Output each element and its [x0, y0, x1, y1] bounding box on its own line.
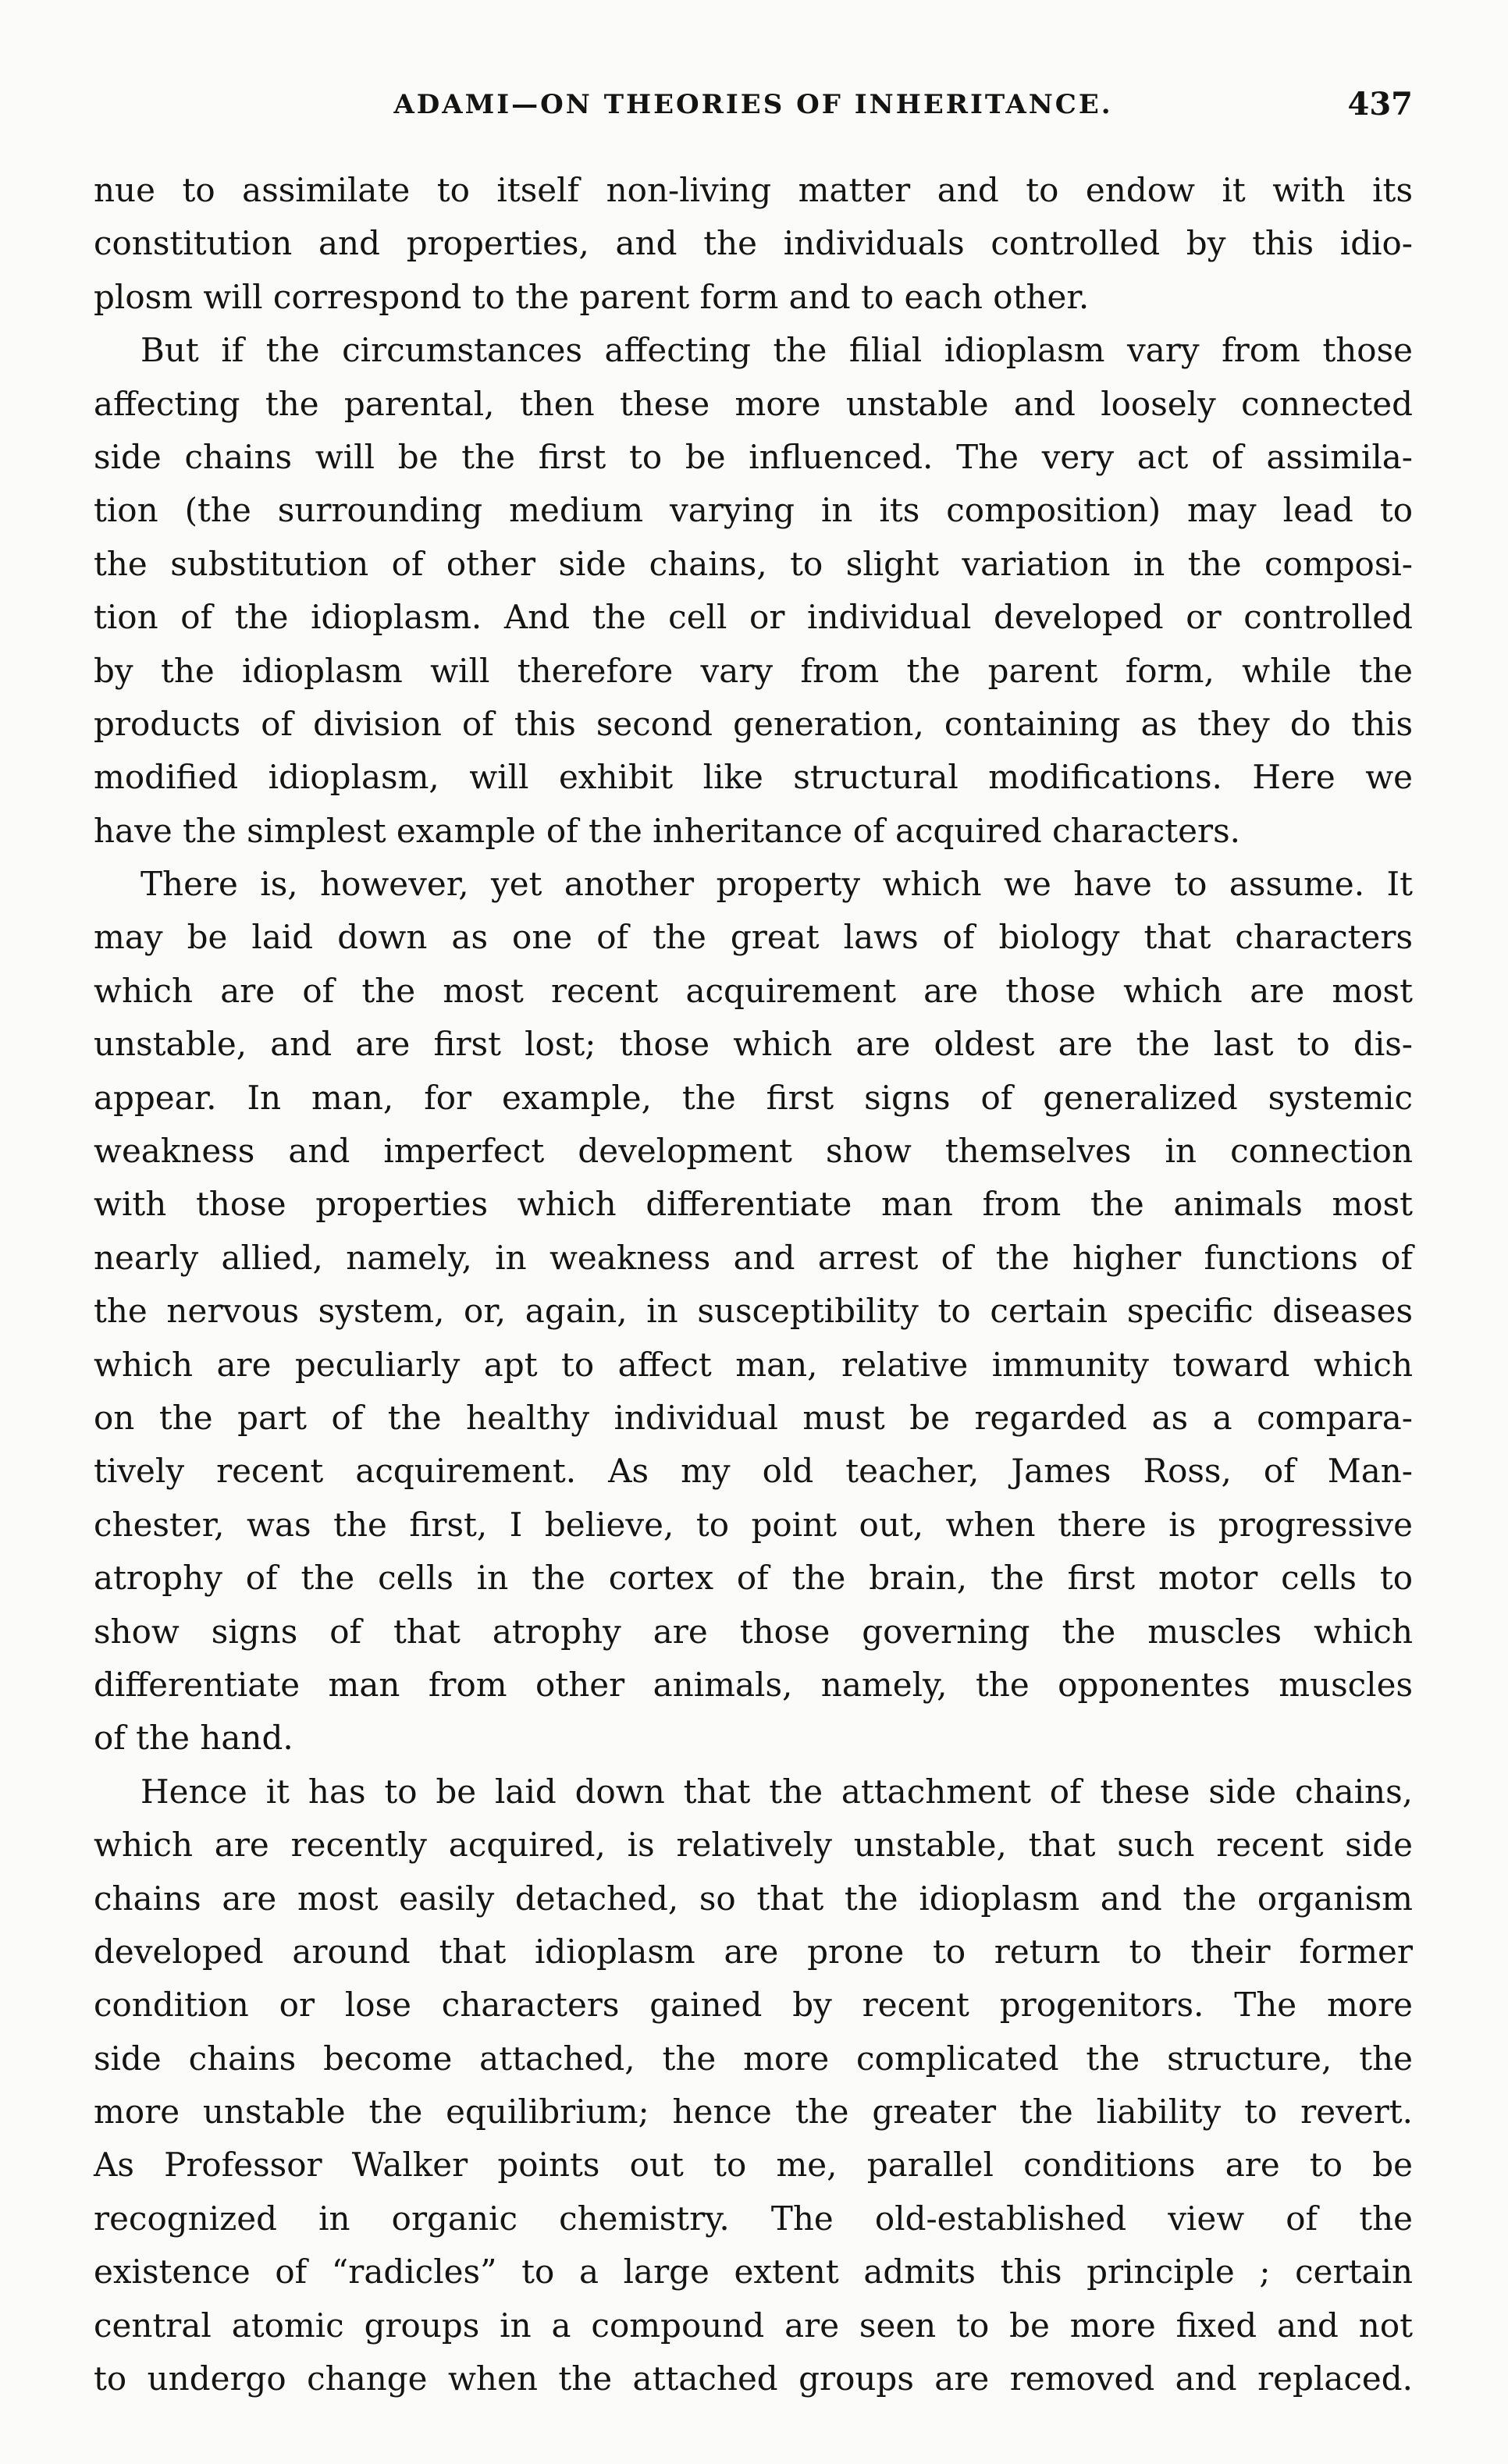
text-line: recognized in organic chemistry. The old-established view of the — [94, 2199, 1413, 2238]
text-line: atrophy of the cells in the cortex of the brain, the first motor cells to — [94, 1559, 1413, 1598]
text-line: unstable, and are first lost; those which are oldest are the last to dis- — [94, 1025, 1413, 1064]
text-line: the substitution of other side chains, to slight variation in the composi- — [94, 544, 1413, 583]
text-line: There is, however, yet another property which we have to assume. It — [140, 865, 1413, 904]
text-line: by the idioplasm will therefore vary from the parent form, while the — [94, 651, 1413, 690]
paragraph — [94, 164, 1413, 324]
text-line: which are peculiarly apt to affect man, relative immunity toward which — [94, 1345, 1413, 1384]
text-line: condition or lose characters gained by recent progenitors. The more — [94, 1986, 1413, 2025]
text-line: to undergo change when the attached groups are removed and replaced. — [94, 2359, 1413, 2398]
text-line: which are recently acquired, is relatively unstable, that such recent side — [94, 1826, 1413, 1865]
paragraph — [94, 1765, 1413, 2406]
page-number: 437 — [1347, 86, 1413, 123]
text-line: side chains become attached, the more complicated the structure, the — [94, 2039, 1413, 2078]
text-line: more unstable the equilibrium; hence the greater the liability to revert. — [94, 2092, 1413, 2132]
text-line: nearly allied, namely, in weakness and arrest of the higher functions of — [94, 1238, 1413, 1277]
paragraph — [94, 324, 1413, 858]
text-line: products of division of this second generation, containing as they do this — [94, 704, 1413, 743]
text-line: which are of the most recent acquirement are those which are most — [94, 971, 1413, 1010]
text-line: chester, was the first, I believe, to point out, when there is progressive — [94, 1505, 1413, 1544]
text-line: Hence it has to be laid down that the attachment of these side chains, — [140, 1772, 1413, 1811]
paragraph — [94, 858, 1413, 1765]
text-line: tion (the surrounding medium varying in its composition) may lead to — [94, 491, 1413, 530]
text-line: differentiate man from other animals, namely, the opponentes muscles — [94, 1665, 1413, 1704]
text-line: on the part of the healthy individual must be regarded as a compara- — [94, 1398, 1413, 1437]
text-line: side chains will be the first to be influenced. The very act of assimila- — [94, 437, 1413, 476]
text-line: existence of “radicles” to a large extent admits this principle ; certain — [94, 2252, 1413, 2292]
text-line: have the simplest example of the inheritance of acquired characters. — [94, 811, 1241, 850]
text-line: with those properties which differentiate man from the animals most — [94, 1185, 1413, 1224]
text-line: plosm will correspond to the parent form and to each other. — [94, 277, 1090, 316]
running-head-title: ADAMI—ON THEORIES OF INHERITANCE. — [393, 89, 1113, 120]
text-line: constitution and properties, and the individuals controlled by this idio- — [94, 224, 1413, 263]
text-line: nue to assimilate to itself non-living matter and to endow it with its — [94, 171, 1413, 209]
text-line: appear. In man, for example, the first signs of generalized systemic — [94, 1078, 1413, 1117]
text-line: developed around that idioplasm are prone to return to their former — [94, 1932, 1413, 1971]
running-head — [94, 86, 1413, 133]
text-line: central atomic groups in a compound are seen to be more fixed and not — [94, 2306, 1413, 2345]
text-line: But if the circumstances affecting the filial idioplasm vary from those — [140, 331, 1413, 370]
text-line: of the hand. — [94, 1719, 293, 1758]
text-line: chains are most easily detached, so that the idioplasm and the organism — [94, 1879, 1413, 1918]
text-line: affecting the parental, then these more unstable and loosely connected — [94, 384, 1413, 423]
text-line: As Professor Walker points out to me, parallel conditions are to be — [94, 2146, 1413, 2185]
body-text — [94, 164, 1413, 2405]
text-line: tion of the idioplasm. And the cell or individual developed or controlled — [94, 598, 1413, 637]
text-line: tively recent acquirement. As my old teacher, James Ross, of Man- — [94, 1452, 1413, 1491]
text-line: the nervous system, or, again, in susceptibility to certain specific diseases — [94, 1292, 1413, 1331]
text-line: may be laid down as one of the great laws of biology that characters — [94, 918, 1413, 957]
text-line: show signs of that atrophy are those governing the muscles which — [94, 1612, 1413, 1651]
text-line: modified idioplasm, will exhibit like structural modifications. Here we — [94, 758, 1413, 797]
text-line: weakness and imperfect development show themselves in connection — [94, 1132, 1413, 1171]
